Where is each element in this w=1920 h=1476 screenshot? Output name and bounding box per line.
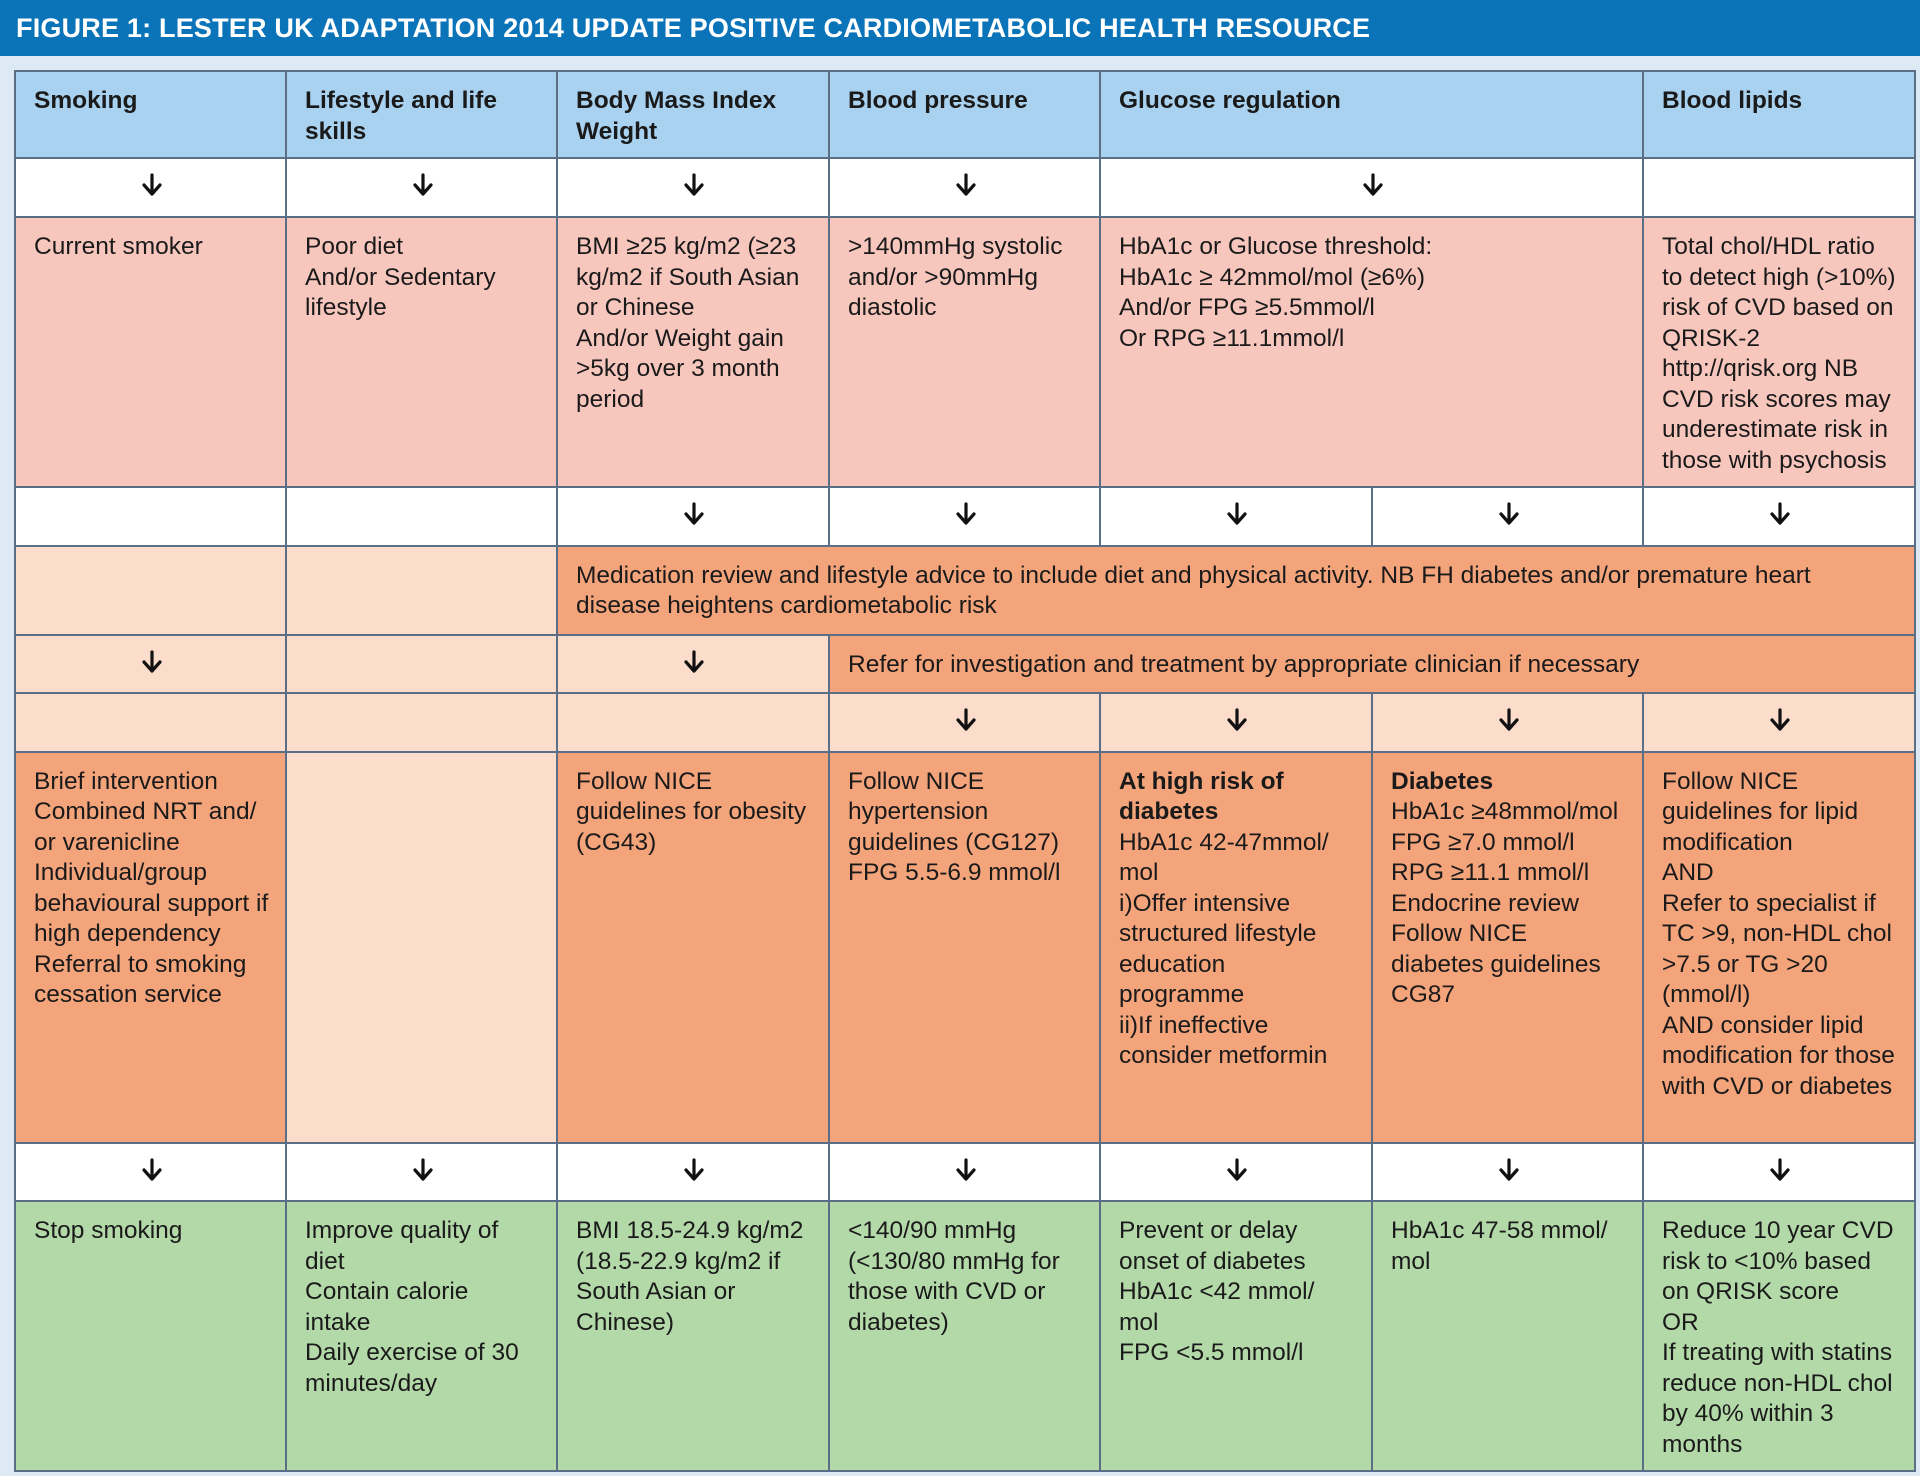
arrow-cell [1372, 693, 1643, 752]
header-bmi: Body Mass Index Weight [557, 71, 829, 158]
arrow-cell [286, 158, 557, 217]
arrow-row-4 [15, 1143, 1915, 1202]
arrow-cell [15, 1143, 286, 1202]
down-arrow-icon [683, 173, 705, 197]
down-arrow-icon [1226, 1158, 1248, 1182]
down-arrow-icon [955, 708, 977, 732]
text-line: Reduce 10 year CVD risk to <10% based on QRISK score [1662, 1217, 1894, 1305]
arrow-cell [829, 158, 1100, 217]
down-arrow-icon [955, 1158, 977, 1182]
text-line: And/or Weight gain >5kg over 3 month period [576, 324, 784, 413]
arrow-cell [829, 487, 1100, 546]
text-line: <140/90 mmHg (<130/80 mmHg for those with CVD or diabetes) [848, 1217, 1060, 1336]
medication-review-row [15, 546, 1915, 635]
text-line: If treating with statins reduce non-HDL chol by 40% within 3 months [1662, 1339, 1893, 1458]
text-line: Follow NICE guidelines for obesity (CG43) [576, 767, 807, 856]
light-cell [286, 693, 557, 752]
header-smoking: Smoking [15, 71, 286, 158]
text-line: Improve quality of diet [305, 1217, 499, 1275]
text-line: Follow NICE diabetes guidelines CG87 [1391, 920, 1601, 1008]
text-line: And/or FPG ≥5.5mmol/l [1119, 294, 1375, 321]
empty-arrow-cell [1643, 158, 1915, 217]
text-line: Current smoker [34, 233, 203, 260]
arrow-row-3 [15, 693, 1915, 752]
risk-lipids [1643, 217, 1915, 487]
arrow-row-1 [15, 158, 1915, 217]
header-blood-pressure: Blood pressure [829, 71, 1100, 158]
text-line: FPG ≥7.0 mmol/l [1391, 828, 1575, 856]
down-arrow-icon [955, 173, 977, 197]
arrow-cell [15, 635, 286, 694]
text-line: FPG 5.5-6.9 mmol/l [848, 859, 1061, 886]
down-arrow-icon [1769, 502, 1791, 526]
down-arrow-icon [1226, 708, 1248, 732]
target-lipids [1643, 1201, 1915, 1471]
text-line: OR [1662, 1308, 1699, 1336]
risk-smoking [15, 217, 286, 487]
arrow-cell [1643, 487, 1915, 546]
action-lifestyle-empty [286, 752, 557, 1143]
light-cell [557, 693, 829, 752]
text-line: HbA1c or Glucose threshold: [1119, 233, 1433, 260]
target-bmi [557, 1201, 829, 1471]
text-line: And/or Sedentary lifestyle [305, 263, 496, 321]
down-arrow-icon [141, 650, 163, 674]
down-arrow-icon [955, 502, 977, 526]
down-arrow-icon [1498, 1158, 1520, 1182]
figure-title: FIGURE 1: LESTER UK ADAPTATION 2014 UPDATE POSITIVE CARDIOMETABOLIC HEALTH RESOURCE [0, 0, 1920, 56]
action-row [15, 752, 1915, 1143]
arrow-cell [557, 158, 829, 217]
action-diabetes [1372, 752, 1643, 1143]
down-arrow-icon [1498, 708, 1520, 732]
light-cell [15, 693, 286, 752]
action-lipids [1643, 752, 1915, 1143]
header-lifestyle: Lifestyle and life skills [286, 71, 557, 158]
arrow-cell [829, 693, 1100, 752]
text-line: Brief intervention [34, 767, 218, 795]
down-arrow-icon [412, 173, 434, 197]
down-arrow-icon [683, 502, 705, 526]
refer-box: Refer for investigation and treatment by appropriate clinician if necessary [829, 635, 1915, 694]
action-smoking [15, 752, 286, 1143]
diabetes-title: Diabetes [1391, 767, 1494, 795]
text-line: HbA1c <42 mmol/ mol [1119, 1278, 1315, 1336]
action-high-risk-diabetes [1100, 752, 1372, 1143]
target-smoking [15, 1201, 286, 1471]
high-risk-lines [1119, 828, 1355, 1072]
risk-blood-pressure [829, 217, 1100, 487]
text-line: Total chol/HDL ratio to detect high (>10%) risk of CVD based on QRISK-2 http://qrisk.org NB CVD risk scores may underestimate risk in those with psychosis [1662, 233, 1896, 474]
down-arrow-icon [683, 1158, 705, 1182]
target-high-risk [1100, 1201, 1372, 1471]
text-line: HbA1c 42-47mmol/ mol [1119, 828, 1329, 886]
header-lipids: Blood lipids [1643, 71, 1915, 158]
risk-lifestyle [286, 217, 557, 487]
text-line: Refer to specialist if TC >9, non-HDL chol >7.5 or TG >20 (mmol/l) [1662, 889, 1892, 1008]
text-line: AND consider lipid modification for those with CVD or diabetes [1662, 1011, 1895, 1100]
down-arrow-icon [1498, 502, 1520, 526]
text-line: BMI ≥25 kg/m2 (≥23 kg/m2 if South Asian or Chinese [576, 233, 800, 321]
medication-review-box: Medication review and lifestyle advice to include diet and physical activity. NB FH diabetes and/or premature heart disease heightens cardiometabolic risk [557, 546, 1915, 635]
arrow-cell [1643, 693, 1915, 752]
text-line: AND [1662, 859, 1714, 886]
arrow-cell [1372, 1143, 1643, 1202]
light-cell [286, 546, 557, 635]
text-line: Endocrine review [1391, 889, 1579, 917]
arrow-cell [1100, 1143, 1372, 1202]
empty-arrow-cell [286, 487, 557, 546]
text-line: HbA1c ≥48mmol/mol [1391, 798, 1619, 825]
text-line: Daily exercise of 30 minutes/day [305, 1339, 519, 1397]
text-line: Combined NRT and/ or varenicline [34, 798, 257, 856]
down-arrow-icon [1226, 502, 1248, 526]
action-bmi [557, 752, 829, 1143]
text-line: Contain calorie intake [305, 1278, 469, 1336]
text-line: Referral to smoking cessation service [34, 950, 247, 1008]
high-risk-title: At high risk of diabetes [1119, 767, 1284, 825]
text-line: HbA1c ≥ 42mmol/mol (≥6%) [1119, 263, 1425, 291]
text-line: >140mmHg systolic and/or >90mmHg diastolic [848, 233, 1063, 321]
down-arrow-icon [1769, 1158, 1791, 1182]
arrow-cell [15, 158, 286, 217]
light-cell [15, 546, 286, 635]
text-line: Poor diet [305, 233, 404, 260]
text-line: RPG ≥11.1 mmol/l [1391, 859, 1590, 886]
down-arrow-icon [141, 173, 163, 197]
target-row [15, 1201, 1915, 1471]
target-blood-pressure [829, 1201, 1100, 1471]
arrow-cell [1372, 487, 1643, 546]
header-row [15, 71, 1915, 158]
action-blood-pressure [829, 752, 1100, 1143]
text-line: Or RPG ≥11.1mmol/l [1119, 324, 1345, 352]
arrow-cell [1100, 158, 1643, 217]
text-line: Follow NICE hypertension guidelines (CG127) [848, 767, 1060, 856]
arrow-row-2 [15, 487, 1915, 546]
arrow-cell [557, 1143, 829, 1202]
target-diabetes [1372, 1201, 1643, 1471]
diabetes-lines [1391, 797, 1626, 1011]
arrow-cell [1643, 1143, 1915, 1202]
text-line: i)Offer intensive structured lifestyle education programme [1119, 889, 1317, 1008]
down-arrow-icon [683, 650, 705, 674]
text-line: Prevent or delay onset of diabetes [1119, 1217, 1306, 1275]
light-cell [286, 635, 557, 694]
risk-bmi [557, 217, 829, 487]
arrow-cell [1100, 693, 1372, 752]
arrow-cell [557, 635, 829, 694]
arrow-cell [286, 1143, 557, 1202]
header-glucose: Glucose regulation [1100, 71, 1643, 158]
arrow-cell [557, 487, 829, 546]
text-line: HbA1c 47-58 mmol/ mol [1391, 1217, 1608, 1275]
text-line: Stop smoking [34, 1217, 183, 1244]
arrow-cell [1100, 487, 1372, 546]
down-arrow-icon [1769, 708, 1791, 732]
text-line: Follow NICE guidelines for lipid modification [1662, 767, 1859, 856]
cardiometabolic-flow-table [14, 70, 1916, 1472]
down-arrow-icon [141, 1158, 163, 1182]
text-line: BMI 18.5-24.9 kg/m2 (18.5-22.9 kg/m2 if South Asian or Chinese) [576, 1217, 804, 1336]
target-lifestyle [286, 1201, 557, 1471]
text-line: FPG <5.5 mmol/l [1119, 1339, 1304, 1366]
arrow-cell [829, 1143, 1100, 1202]
refer-row [15, 635, 1915, 694]
risk-row [15, 217, 1915, 487]
text-line: Individual/group behavioural support if high dependency [34, 859, 269, 947]
risk-glucose [1100, 217, 1643, 487]
down-arrow-icon [1362, 173, 1384, 197]
text-line: ii)If ineffective consider metformin [1119, 1011, 1328, 1069]
down-arrow-icon [412, 1158, 434, 1182]
empty-arrow-cell [15, 487, 286, 546]
